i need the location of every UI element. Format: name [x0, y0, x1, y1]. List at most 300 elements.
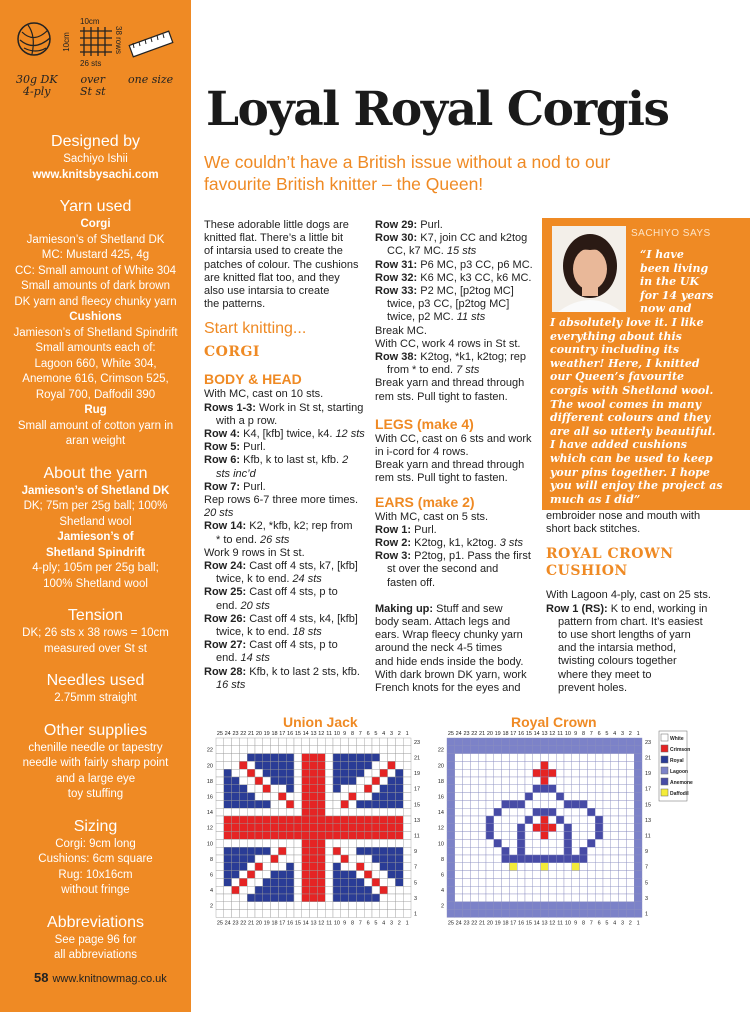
chart-cell [470, 839, 478, 847]
chart-cell [478, 800, 486, 808]
chart-cell [603, 738, 611, 746]
chart-cell [325, 832, 333, 840]
chart-cell [286, 871, 294, 879]
chart-cell [232, 878, 240, 886]
chart-cell [364, 902, 372, 910]
y-tick-label: 20 [206, 763, 213, 770]
chart-cell [587, 832, 595, 840]
chart-cell [626, 769, 634, 777]
chart-cell [572, 863, 580, 871]
chart-cell [380, 871, 388, 879]
chart-cell [232, 785, 240, 793]
chart-cell [263, 871, 271, 879]
x-tick-label: 22 [240, 920, 247, 927]
chart-cell [380, 793, 388, 801]
chart-cell [224, 800, 232, 808]
chart-cell [380, 824, 388, 832]
chart-cell [310, 832, 318, 840]
chart-cell [356, 871, 364, 879]
chart-cell [634, 839, 642, 847]
chart-cell [232, 769, 240, 777]
chart-cell [619, 816, 627, 824]
chart-cell [603, 910, 611, 918]
chart-cell [502, 761, 510, 769]
chart-cell [271, 800, 279, 808]
chart-cell [372, 746, 380, 754]
chart-cell [447, 746, 455, 754]
chart-cell [603, 761, 611, 769]
x-tick-label: 17 [510, 920, 517, 927]
chart-cell [317, 863, 325, 871]
chart-cell [278, 832, 286, 840]
chart-cell [525, 910, 533, 918]
x-tick-label: 14 [533, 920, 540, 927]
chart-cell [341, 878, 349, 886]
chart-cell [494, 793, 502, 801]
chart-cell [333, 886, 341, 894]
chart-cell [294, 761, 302, 769]
chart-cell [239, 793, 247, 801]
chart-cell [572, 761, 580, 769]
chart-cell [556, 777, 564, 785]
x-tick-label: 23 [232, 731, 239, 737]
chart-cell [395, 886, 403, 894]
chart-cell [486, 785, 494, 793]
y-tick-label: 19 [645, 771, 652, 778]
chart-cell [603, 800, 611, 808]
chart-cell [302, 800, 310, 808]
x-tick-label: 7 [589, 731, 593, 737]
chart-cell [580, 902, 588, 910]
chart-cell [447, 808, 455, 816]
chart-cell [455, 738, 463, 746]
chart-cell [470, 746, 478, 754]
x-tick-label: 19 [263, 731, 270, 737]
chart-cell [255, 863, 263, 871]
chart-cell [372, 793, 380, 801]
chart-cell [403, 808, 411, 816]
y-tick-label: 7 [645, 864, 649, 871]
chart-cell [380, 777, 388, 785]
chart-cell [548, 894, 556, 902]
legend-label: Royal [670, 758, 684, 764]
chart-cell [463, 847, 471, 855]
chart-cell [470, 793, 478, 801]
chart-cell [548, 832, 556, 840]
y-tick-label: 22 [206, 747, 213, 754]
chart-cell [533, 738, 541, 746]
chart-cell [232, 800, 240, 808]
chart-cell [486, 808, 494, 816]
page-title: Loyal Royal Corgis [206, 82, 669, 137]
chart-cell [349, 871, 357, 879]
chart-cell [486, 738, 494, 746]
chart-cell [533, 871, 541, 879]
chart-cell [595, 800, 603, 808]
chart-cell [255, 800, 263, 808]
chart-cell [517, 855, 525, 863]
chart-cell [587, 902, 595, 910]
chart-cell [486, 847, 494, 855]
chart-cell [470, 761, 478, 769]
x-tick-label: 11 [326, 731, 332, 737]
x-tick-label: 25 [447, 920, 454, 927]
chart-cell [349, 878, 357, 886]
chart-cell [478, 824, 486, 832]
chart-cell [556, 824, 564, 832]
chart-cell [349, 808, 357, 816]
chart-cell [216, 847, 224, 855]
chart-cell [364, 910, 372, 918]
chart-cell [587, 777, 595, 785]
chart-cell [341, 894, 349, 902]
chart-cell [232, 761, 240, 769]
chart-cell [310, 902, 318, 910]
x-tick-label: 16 [287, 920, 294, 927]
union-jack-title: Union Jack [283, 714, 358, 730]
chart-cell [478, 902, 486, 910]
chart-cell [587, 761, 595, 769]
chart-cell [548, 754, 556, 762]
x-tick-label: 8 [350, 731, 355, 737]
chart-cell [626, 793, 634, 801]
chart-cell [232, 777, 240, 785]
designer-url[interactable]: www.knitsbysachi.com [32, 168, 159, 181]
chart-cell [255, 754, 263, 762]
chart-cell [239, 847, 247, 855]
chart-cell [533, 902, 541, 910]
chart-cell [517, 777, 525, 785]
chart-cell [626, 832, 634, 840]
chart-cell [494, 878, 502, 886]
x-tick-label: 5 [374, 920, 378, 927]
chart-cell [263, 847, 271, 855]
chart-cell [548, 816, 556, 824]
chart-cell [525, 800, 533, 808]
chart-cell [395, 793, 403, 801]
chart-cell [541, 738, 549, 746]
chart-cell [278, 746, 286, 754]
chart-cell [572, 816, 580, 824]
chart-cell [403, 886, 411, 894]
chart-cell [494, 894, 502, 902]
chart-cell [502, 800, 510, 808]
chart-cell [455, 777, 463, 785]
start-knitting-heading: Start knitting... [204, 320, 307, 338]
chart-cell [619, 886, 627, 894]
chart-cell [525, 754, 533, 762]
chart-cell [572, 871, 580, 879]
chart-cell [302, 738, 310, 746]
chart-cell [572, 910, 580, 918]
chart-cell [603, 832, 611, 840]
chart-cell [502, 808, 510, 816]
chart-cell [356, 746, 364, 754]
chart-cell [356, 863, 364, 871]
tension-text: DK; 26 sts x 38 rows = 10cm measured over St st [22, 627, 169, 655]
chart-cell [517, 738, 525, 746]
chart-cell [478, 777, 486, 785]
needles-heading: Needles used [46, 672, 145, 689]
x-tick-label: 15 [525, 920, 532, 927]
intro-text: These adorable little dogs are knitted flat. There’s a little bit of intarsia used to create the patches of colour. The cushions are knitted flat too, and they also use intarsia to create the patterns. [204, 219, 359, 311]
chart-cell [286, 855, 294, 863]
chart-cell [548, 871, 556, 879]
chart-cell [548, 769, 556, 777]
chart-cell [603, 746, 611, 754]
chart-cell [634, 800, 642, 808]
chart-cell [572, 832, 580, 840]
y-tick-label: 21 [645, 755, 652, 762]
x-tick-label: 10 [333, 731, 340, 737]
chart-cell [556, 878, 564, 886]
chart-cell [224, 871, 232, 879]
chart-cell [533, 746, 541, 754]
chart-cell [224, 738, 232, 746]
chart-cell [572, 785, 580, 793]
chart-cell [278, 855, 286, 863]
chart-cell [372, 902, 380, 910]
chart-cell [317, 824, 325, 832]
chart-cell [364, 769, 372, 777]
x-tick-label: 21 [479, 731, 486, 737]
chart-cell [463, 886, 471, 894]
chart-cell [611, 894, 619, 902]
main-content [191, 0, 750, 1012]
chart-cell [224, 754, 232, 762]
chart-cell [302, 894, 310, 902]
yarn-ball-icon [18, 23, 50, 55]
chart-cell [463, 793, 471, 801]
chart-cell [271, 769, 279, 777]
chart-cell [564, 793, 572, 801]
chart-cell [580, 894, 588, 902]
footer-url[interactable]: www.knitnowmag.co.uk [52, 973, 167, 985]
chart-cell [356, 839, 364, 847]
chart-cell [372, 863, 380, 871]
chart-cell [517, 769, 525, 777]
chart-cell [603, 793, 611, 801]
chart-cell [572, 855, 580, 863]
chart-cell [603, 902, 611, 910]
chart-cell [447, 754, 455, 762]
chart-cell [216, 894, 224, 902]
chart-cell [509, 839, 517, 847]
chart-cell [626, 871, 634, 879]
chart-cell [517, 754, 525, 762]
x-tick-label: 13 [541, 920, 548, 927]
chart-cell [247, 902, 255, 910]
chart-cell [333, 808, 341, 816]
chart-cell [634, 871, 642, 879]
chart-cell [395, 746, 403, 754]
x-tick-label: 19 [263, 920, 270, 927]
chart-cell [388, 793, 396, 801]
chart-cell [541, 800, 549, 808]
chart-cell [349, 769, 357, 777]
chart-cell [239, 816, 247, 824]
chart-cell [263, 785, 271, 793]
chart-cell [463, 738, 471, 746]
chart-cell [634, 832, 642, 840]
chart-cell [587, 878, 595, 886]
chart-cell [216, 824, 224, 832]
chart-cell [486, 754, 494, 762]
chart-cell [463, 855, 471, 863]
chart-cell [447, 902, 455, 910]
x-tick-label: 24 [455, 920, 462, 927]
chart-cell [278, 902, 286, 910]
chart-cell [517, 847, 525, 855]
chart-cell [271, 839, 279, 847]
chart-cell [317, 761, 325, 769]
chart-cell [294, 793, 302, 801]
chart-cell [372, 910, 380, 918]
chart-cell [271, 871, 279, 879]
chart-cell [403, 855, 411, 863]
chart-cell [470, 878, 478, 886]
chart-cell [317, 754, 325, 762]
chart-cell [403, 878, 411, 886]
chart-cell [263, 808, 271, 816]
chart-cell [325, 816, 333, 824]
chart-cell [372, 855, 380, 863]
chart-cell [548, 878, 556, 886]
chart-cell [595, 894, 603, 902]
chart-cell [247, 746, 255, 754]
chart-cell [372, 871, 380, 879]
chart-cell [333, 754, 341, 762]
chart-cell [302, 871, 310, 879]
chart-cell [216, 738, 224, 746]
chart-cell [447, 847, 455, 855]
chart-cell [525, 808, 533, 816]
chart-cell [470, 785, 478, 793]
x-tick-label: 1 [405, 920, 409, 927]
chart-cell [470, 769, 478, 777]
chart-cell [372, 738, 380, 746]
chart-cell [517, 839, 525, 847]
chart-cell [447, 894, 455, 902]
chart-cell [634, 761, 642, 769]
chart-cell [517, 824, 525, 832]
chart-cell [587, 816, 595, 824]
chart-cell [278, 847, 286, 855]
chart-cell [626, 754, 634, 762]
chart-cell [541, 847, 549, 855]
chart-cell [463, 902, 471, 910]
chart-cell [478, 863, 486, 871]
chart-cell [626, 777, 634, 785]
x-tick-label: 1 [405, 731, 409, 737]
chart-cell [541, 878, 549, 886]
chart-cell [502, 910, 510, 918]
chart-cell [619, 777, 627, 785]
chart-cell [548, 777, 556, 785]
chart-cell [286, 886, 294, 894]
chart-cell [470, 847, 478, 855]
chart-cell [388, 847, 396, 855]
x-tick-label: 4 [382, 920, 386, 927]
chart-cell [517, 886, 525, 894]
chart-cell [634, 808, 642, 816]
chart-cell [580, 769, 588, 777]
chart-cell [548, 793, 556, 801]
x-tick-label: 5 [605, 731, 609, 737]
designed-heading: Designed by [51, 133, 140, 150]
chart-cell [463, 824, 471, 832]
chart-cell [486, 863, 494, 871]
chart-cell [388, 894, 396, 902]
chart-cell [603, 769, 611, 777]
chart-cell [494, 761, 502, 769]
chart-cell [525, 777, 533, 785]
chart-cell [517, 746, 525, 754]
chart-cell [286, 832, 294, 840]
chart-cell [626, 816, 634, 824]
chart-cell [634, 816, 642, 824]
chart-cell [380, 754, 388, 762]
chart-cell [271, 832, 279, 840]
chart-cell [341, 800, 349, 808]
chart-cell [317, 847, 325, 855]
x-tick-label: 12 [318, 731, 325, 737]
chart-cell [364, 871, 372, 879]
chart-cell [388, 738, 396, 746]
chart-cell [372, 761, 380, 769]
chart-cell [564, 746, 572, 754]
chart-cell [525, 832, 533, 840]
chart-cell [517, 832, 525, 840]
gauge-rows: 38 rows [114, 25, 124, 55]
chart-cell [224, 839, 232, 847]
chart-cell [395, 754, 403, 762]
chart-cell [232, 793, 240, 801]
y-tick-label: 3 [414, 895, 418, 902]
chart-cell [509, 902, 517, 910]
chart-cell [595, 878, 603, 886]
chart-cell [478, 886, 486, 894]
chart-cell [564, 769, 572, 777]
chart-cell [325, 769, 333, 777]
chart-cell [380, 800, 388, 808]
chart-cell [580, 871, 588, 879]
chart-cell [317, 902, 325, 910]
chart-cell [278, 871, 286, 879]
chart-cell [580, 746, 588, 754]
chart-cell [349, 910, 357, 918]
chart-cell [533, 761, 541, 769]
chart-cell [286, 878, 294, 886]
chart-cell [494, 902, 502, 910]
chart-cell [626, 855, 634, 863]
chart-cell [611, 785, 619, 793]
chart-cell [595, 910, 603, 918]
chart-cell [548, 808, 556, 816]
x-tick-label: 18 [271, 731, 278, 737]
chart-cell [556, 808, 564, 816]
chart-cell [556, 785, 564, 793]
chart-cell [556, 816, 564, 824]
about-list: Jamieson’s of Shetland DK DK; 75m per 25g ball; 100% Shetland wool Jamieson’s of Shetland Spindrift 4-ply; 105m per 25g ball; 100% Shetland wool [21, 484, 170, 590]
chart-cell [216, 878, 224, 886]
chart-cell [447, 863, 455, 871]
chart-cell [271, 746, 279, 754]
chart-cell [455, 761, 463, 769]
chart-cell [216, 769, 224, 777]
chart-cell [525, 863, 533, 871]
chart-cell [509, 746, 517, 754]
